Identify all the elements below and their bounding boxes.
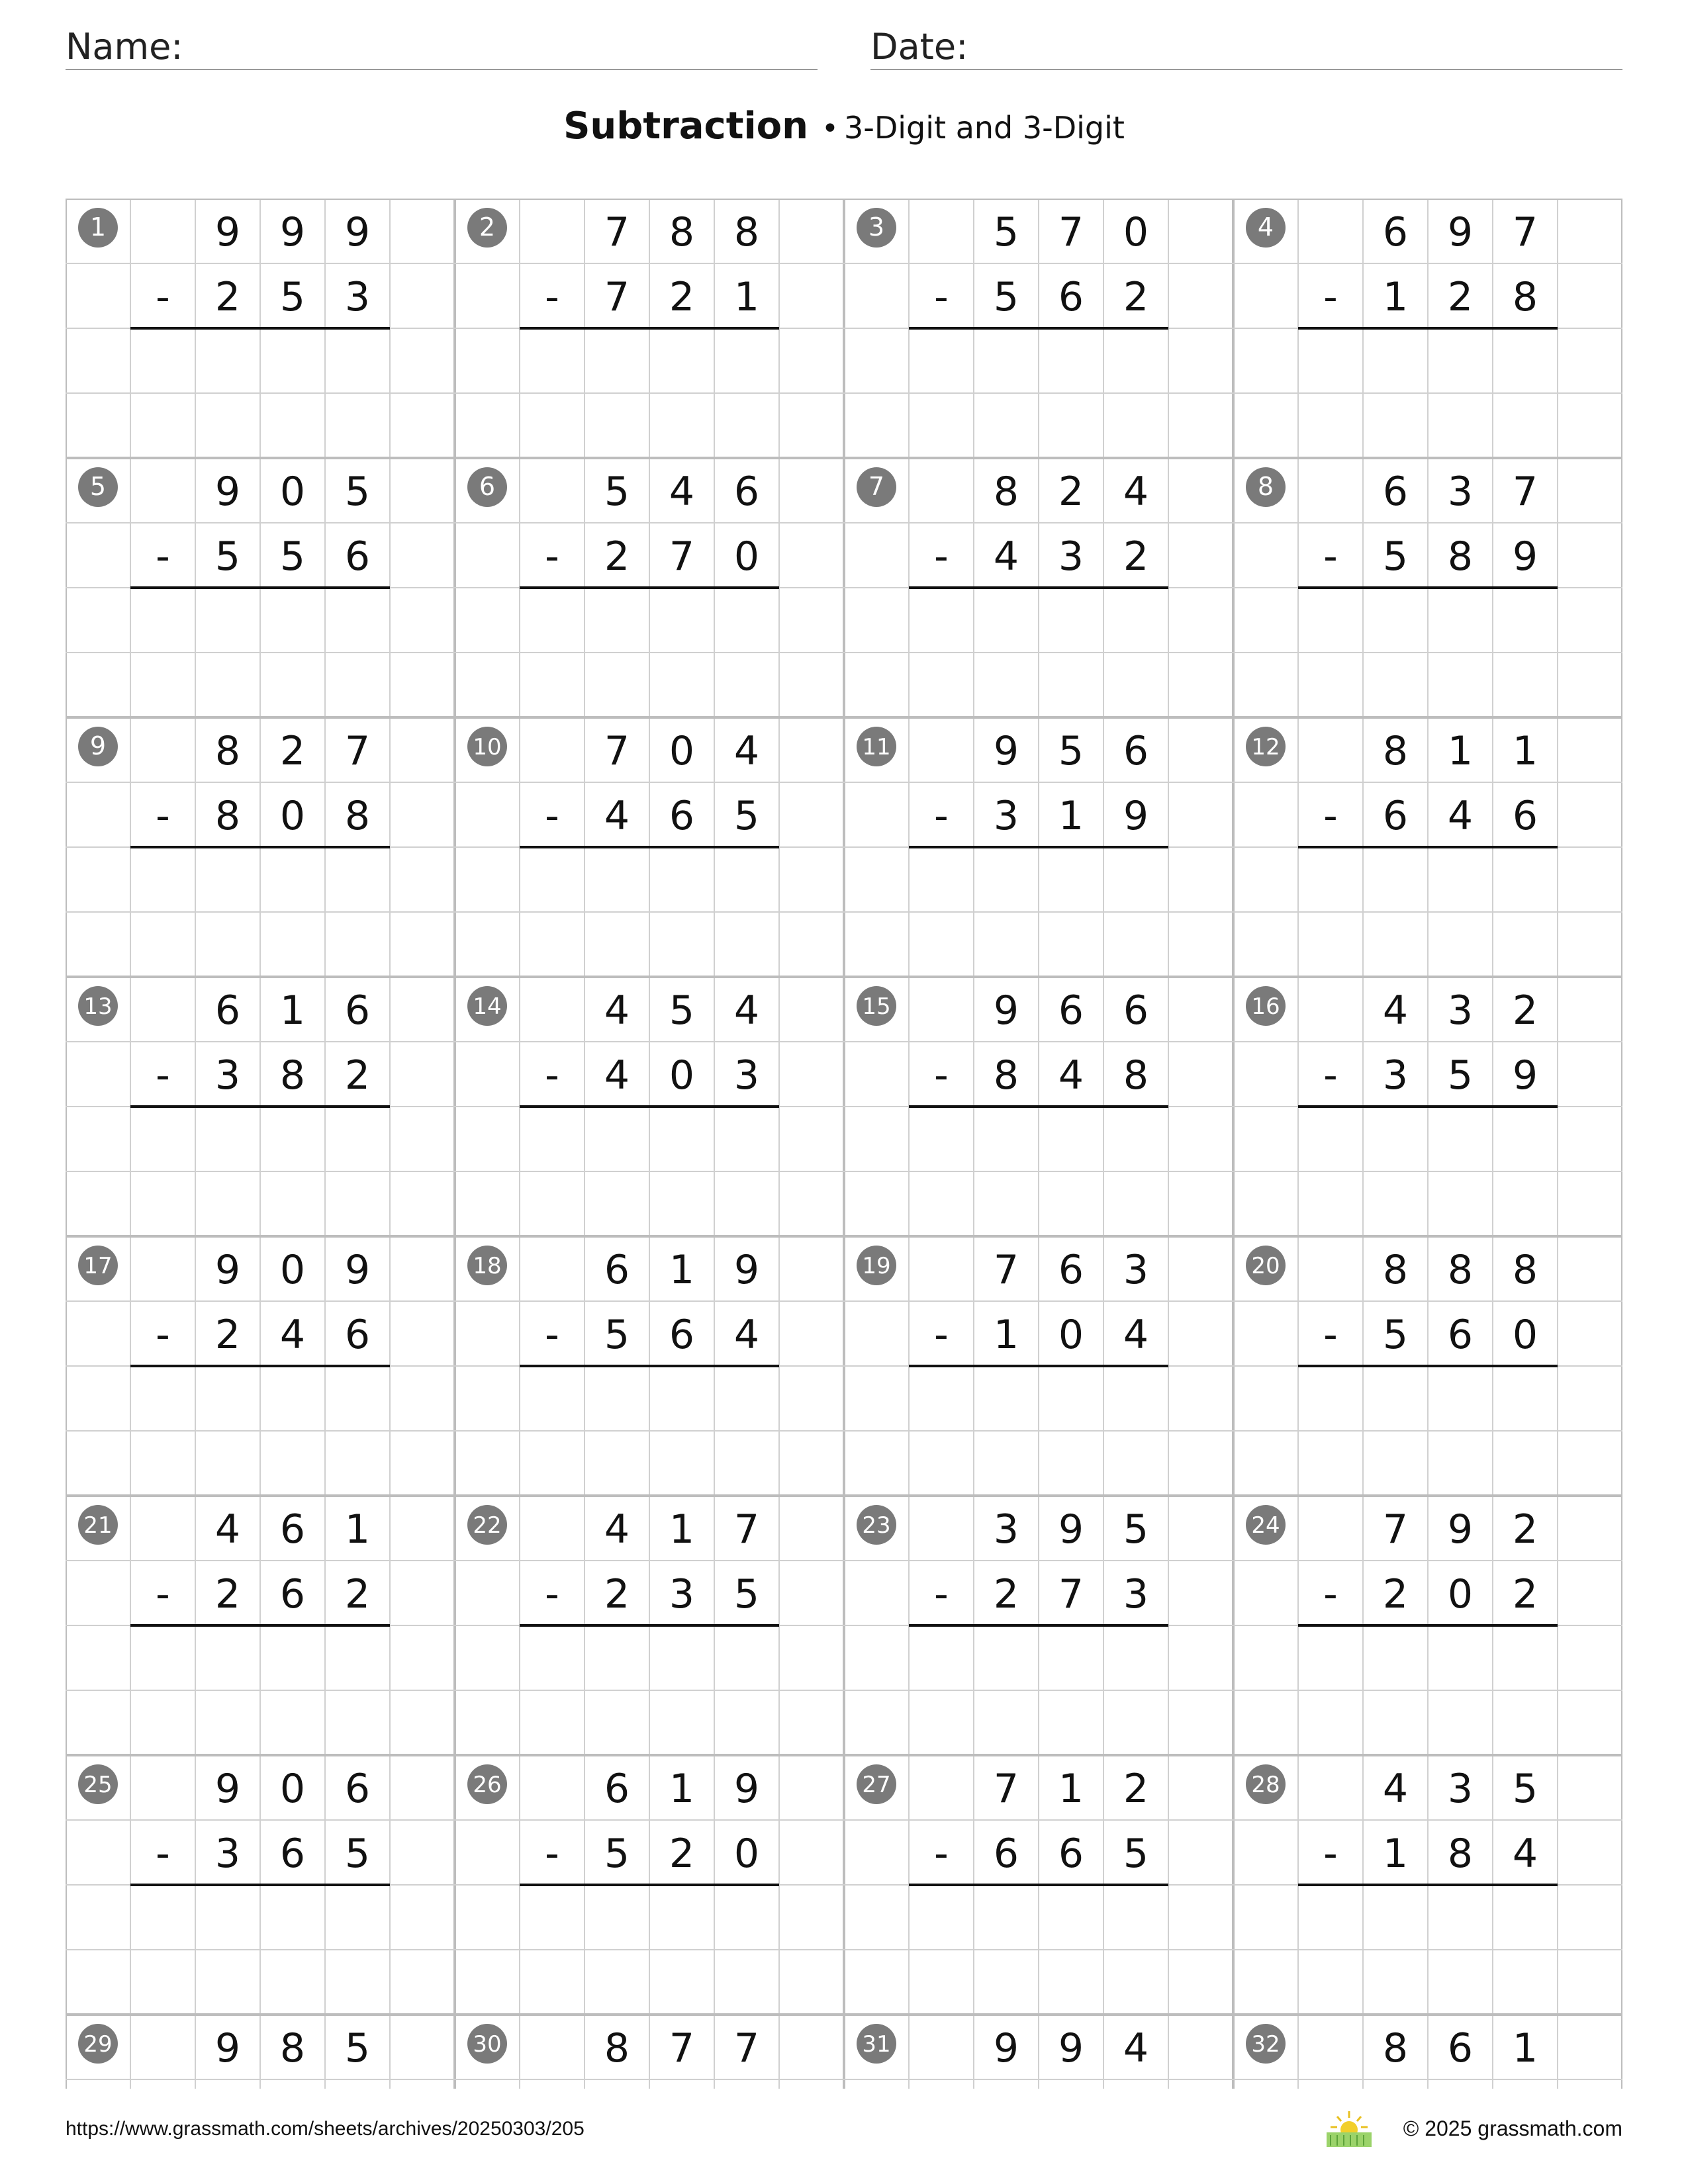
top-digit: 3 (1447, 469, 1474, 515)
bottom-digit: 4 (1058, 1052, 1084, 1099)
top-digit: 9 (993, 2025, 1019, 2071)
problem (467, 986, 779, 1107)
bottom-digit: 9 (1123, 793, 1149, 839)
top-digit: 0 (1123, 209, 1149, 255)
problem-number: 14 (473, 993, 502, 1020)
top-digit: 6 (279, 1506, 306, 1553)
bottom-digit: 0 (279, 793, 306, 839)
bottom-digit: 2 (1447, 274, 1474, 320)
problem-number: 4 (1257, 212, 1274, 242)
top-digit: 6 (1058, 987, 1084, 1034)
problem (857, 986, 1168, 1107)
bottom-digit: 4 (993, 533, 1019, 580)
problem-number: 27 (862, 1772, 891, 1798)
bottom-digit: 0 (669, 1052, 695, 1099)
top-digit: 7 (993, 1247, 1019, 1293)
minus-sign: - (1323, 533, 1338, 580)
top-digit: 9 (733, 1766, 760, 1812)
bottom-digit: 7 (669, 533, 695, 580)
minus-sign: - (156, 1052, 170, 1099)
problem-number: 30 (473, 2031, 502, 2058)
problem-number: 24 (1251, 1512, 1280, 1539)
bottom-digit: 9 (1512, 1052, 1538, 1099)
top-digit: 2 (279, 728, 306, 774)
bottom-digit: 6 (1512, 793, 1538, 839)
bottom-digit: 1 (733, 274, 760, 320)
minus-sign: - (545, 793, 559, 839)
bottom-digit: 2 (344, 1052, 371, 1099)
top-digit: 2 (1058, 469, 1084, 515)
minus-sign: - (1323, 274, 1338, 320)
title-separator: • (821, 112, 839, 146)
problem-number: 3 (868, 212, 885, 242)
top-digit: 9 (214, 2025, 241, 2071)
top-digit: 7 (1512, 469, 1538, 515)
problem (1246, 1764, 1558, 1885)
bottom-digit: 0 (1058, 1312, 1084, 1358)
problem-number: 29 (83, 2031, 113, 2058)
top-digit: 9 (214, 1247, 241, 1293)
bottom-digit: 9 (1512, 533, 1538, 580)
top-digit: 9 (1058, 2025, 1084, 2071)
minus-sign: - (156, 533, 170, 580)
problem-number: 15 (862, 993, 891, 1020)
bottom-digit: 6 (669, 793, 695, 839)
bottom-digit: 3 (214, 1052, 241, 1099)
bottom-digit: 5 (993, 274, 1019, 320)
problem-number: 26 (473, 1772, 502, 1798)
top-digit: 4 (1123, 2025, 1149, 2071)
top-digit: 7 (733, 1506, 760, 1553)
top-digit: 7 (1058, 209, 1084, 255)
bottom-digit: 1 (1382, 274, 1409, 320)
top-digit: 0 (279, 1766, 306, 1812)
problem-number: 23 (862, 1512, 891, 1539)
top-digit: 8 (733, 209, 760, 255)
title-subtitle: 3-Digit and 3-Digit (843, 110, 1125, 146)
bottom-digit: 4 (1123, 1312, 1149, 1358)
bottom-digit: 6 (669, 1312, 695, 1358)
top-digit: 5 (669, 987, 695, 1034)
bottom-digit: 4 (733, 1312, 760, 1358)
problem (857, 727, 1168, 847)
minus-sign: - (934, 1831, 949, 1877)
top-digit: 8 (1382, 2025, 1409, 2071)
problem-number: 13 (83, 993, 113, 1020)
problem-number: 12 (1251, 734, 1280, 760)
bottom-digit: 7 (1058, 1571, 1084, 1617)
top-digit: 7 (669, 2025, 695, 2071)
top-digit: 9 (344, 1247, 371, 1293)
bottom-digit: 6 (344, 1312, 371, 1358)
bottom-digit: 7 (604, 274, 630, 320)
top-digit: 7 (344, 728, 371, 774)
bottom-digit: 2 (669, 274, 695, 320)
date-field[interactable] (870, 25, 1622, 70)
bottom-digit: 5 (214, 533, 241, 580)
bottom-digit: 8 (1123, 1052, 1149, 1099)
title-main: Subtraction (563, 105, 809, 148)
bottom-digit: 2 (993, 1571, 1019, 1617)
problem (1246, 208, 1558, 328)
problem-number: 1 (89, 212, 107, 242)
top-digit: 5 (344, 2025, 371, 2071)
top-digit: 5 (604, 469, 630, 515)
problem (467, 1246, 779, 1366)
worksheet-title (0, 105, 1688, 148)
problem-number: 16 (1251, 993, 1280, 1020)
minus-sign: - (1323, 793, 1338, 839)
top-digit: 9 (733, 1247, 760, 1293)
top-digit: 5 (1123, 1506, 1149, 1553)
problem (78, 1764, 390, 1885)
top-digit: 6 (344, 987, 371, 1034)
bottom-digit: 8 (214, 793, 241, 839)
bottom-digit: 6 (993, 1831, 1019, 1877)
top-digit: 9 (344, 209, 371, 255)
bottom-digit: 2 (214, 1571, 241, 1617)
bottom-digit: 1 (1058, 793, 1084, 839)
top-digit: 2 (1512, 987, 1538, 1034)
top-digit: 2 (1512, 1506, 1538, 1553)
top-digit: 6 (1382, 209, 1409, 255)
problem (78, 727, 390, 847)
minus-sign: - (934, 1052, 949, 1099)
bottom-digit: 0 (733, 533, 760, 580)
top-digit: 9 (1447, 1506, 1474, 1553)
problem-number: 9 (89, 731, 107, 760)
top-digit: 9 (1058, 1506, 1084, 1553)
bottom-digit: 5 (279, 274, 306, 320)
minus-sign: - (1323, 1312, 1338, 1358)
top-digit: 5 (1512, 1766, 1538, 1812)
problem (467, 1505, 779, 1625)
problem (467, 1764, 779, 1885)
top-digit: 4 (1382, 987, 1409, 1034)
bottom-digit: 5 (1123, 1831, 1149, 1877)
date-label: Date: (870, 26, 968, 68)
minus-sign: - (934, 1571, 949, 1617)
bottom-digit: 5 (1382, 1312, 1409, 1358)
minus-sign: - (545, 533, 559, 580)
bottom-digit: 0 (1512, 1312, 1538, 1358)
minus-sign: - (545, 274, 559, 320)
top-digit: 3 (993, 1506, 1019, 1553)
bottom-digit: 2 (604, 1571, 630, 1617)
top-digit: 4 (733, 728, 760, 774)
top-digit: 1 (1447, 728, 1474, 774)
problem (467, 727, 779, 847)
problem-number: 11 (862, 734, 891, 760)
top-digit: 5 (993, 209, 1019, 255)
top-digit: 0 (279, 1247, 306, 1293)
bottom-digit: 3 (1058, 533, 1084, 580)
bottom-digit: 3 (733, 1052, 760, 1099)
minus-sign: - (545, 1571, 559, 1617)
top-digit: 8 (1382, 1247, 1409, 1293)
top-digit: 4 (669, 469, 695, 515)
problem (78, 467, 390, 588)
problem (1246, 467, 1558, 588)
bottom-digit: 4 (604, 1052, 630, 1099)
bottom-digit: 8 (1512, 274, 1538, 320)
minus-sign: - (156, 1571, 170, 1617)
top-digit: 6 (1123, 728, 1149, 774)
top-digit: 8 (1382, 728, 1409, 774)
bottom-digit: 2 (669, 1831, 695, 1877)
problem-number: 10 (473, 734, 502, 760)
bottom-digit: 2 (214, 274, 241, 320)
top-digit: 4 (733, 987, 760, 1034)
problem (857, 208, 1168, 328)
bottom-digit: 8 (993, 1052, 1019, 1099)
top-digit: 1 (1512, 728, 1538, 774)
problem (78, 1505, 390, 1625)
top-digit: 1 (1512, 2025, 1538, 2071)
top-digit: 8 (1512, 1247, 1538, 1293)
bottom-digit: 2 (1382, 1571, 1409, 1617)
top-digit: 8 (214, 728, 241, 774)
footer-url: https://www.grassmath.com/sheets/archives/20250303/205 (66, 2118, 585, 2140)
problem-number: 31 (862, 2031, 891, 2058)
bottom-digit: 2 (1123, 533, 1149, 580)
bottom-digit: 5 (1447, 1052, 1474, 1099)
top-digit: 5 (344, 469, 371, 515)
top-digit: 2 (1123, 1766, 1149, 1812)
top-digit: 9 (214, 469, 241, 515)
top-digit: 8 (604, 2025, 630, 2071)
bottom-digit: 5 (604, 1312, 630, 1358)
bottom-digit: 2 (214, 1312, 241, 1358)
top-digit: 1 (1058, 1766, 1084, 1812)
bottom-digit: 5 (733, 793, 760, 839)
bottom-digit: 6 (1058, 274, 1084, 320)
bottom-digit: 5 (733, 1571, 760, 1617)
top-digit: 1 (344, 1506, 371, 1553)
bottom-digit: 1 (993, 1312, 1019, 1358)
problem-number: 32 (1251, 2031, 1280, 2058)
minus-sign: - (1323, 1831, 1338, 1877)
minus-sign: - (545, 1831, 559, 1877)
bottom-digit: 6 (279, 1831, 306, 1877)
bottom-digit: 4 (1512, 1831, 1538, 1877)
top-digit: 6 (733, 469, 760, 515)
top-digit: 8 (669, 209, 695, 255)
top-digit: 6 (604, 1766, 630, 1812)
problem (467, 208, 779, 328)
top-digit: 9 (993, 728, 1019, 774)
problem-number: 25 (83, 1772, 113, 1798)
top-digit: 6 (344, 1766, 371, 1812)
top-digit: 4 (1382, 1766, 1409, 1812)
bottom-digit: 3 (344, 274, 371, 320)
minus-sign: - (156, 274, 170, 320)
problem-number: 19 (862, 1253, 891, 1279)
top-digit: 8 (279, 2025, 306, 2071)
bottom-digit: 5 (279, 533, 306, 580)
problem-number: 7 (868, 472, 885, 501)
top-digit: 7 (993, 1766, 1019, 1812)
problem (78, 1246, 390, 1366)
problem (857, 1764, 1168, 1885)
top-digit: 1 (279, 987, 306, 1034)
top-digit: 3 (1447, 987, 1474, 1034)
problem-number: 17 (83, 1253, 113, 1279)
bottom-digit: 6 (1447, 1312, 1474, 1358)
problem (467, 467, 779, 588)
top-digit: 9 (1447, 209, 1474, 255)
bottom-digit: 6 (1058, 1831, 1084, 1877)
sun-over-grass-logo-icon (1323, 2109, 1376, 2148)
top-digit: 8 (993, 469, 1019, 515)
bottom-digit: 3 (214, 1831, 241, 1877)
minus-sign: - (545, 1052, 559, 1099)
top-digit: 3 (1123, 1247, 1149, 1293)
minus-sign: - (934, 533, 949, 580)
minus-sign: - (934, 274, 949, 320)
bottom-digit: 4 (1447, 793, 1474, 839)
name-label: Name: (66, 26, 183, 68)
top-digit: 7 (733, 2025, 760, 2071)
bottom-digit: 2 (344, 1571, 371, 1617)
top-digit: 6 (1382, 469, 1409, 515)
bottom-digit: 4 (279, 1312, 306, 1358)
top-digit: 5 (1058, 728, 1084, 774)
top-digit: 3 (1447, 1766, 1474, 1812)
bottom-digit: 5 (1382, 533, 1409, 580)
minus-sign: - (934, 793, 949, 839)
minus-sign: - (934, 1312, 949, 1358)
bottom-digit: 3 (1382, 1052, 1409, 1099)
top-digit: 6 (214, 987, 241, 1034)
top-digit: 9 (214, 1766, 241, 1812)
top-digit: 7 (604, 728, 630, 774)
problem (1246, 1246, 1558, 1366)
bottom-digit: 6 (279, 1571, 306, 1617)
minus-sign: - (156, 1312, 170, 1358)
bottom-digit: 3 (669, 1571, 695, 1617)
bottom-digit: 5 (344, 1831, 371, 1877)
minus-sign: - (1323, 1571, 1338, 1617)
top-digit: 7 (1512, 209, 1538, 255)
bottom-digit: 6 (344, 533, 371, 580)
top-digit: 7 (604, 209, 630, 255)
top-digit: 4 (604, 987, 630, 1034)
minus-sign: - (1323, 1052, 1338, 1099)
top-digit: 0 (279, 469, 306, 515)
top-digit: 8 (1447, 1247, 1474, 1293)
bottom-digit: 8 (279, 1052, 306, 1099)
problem-number: 22 (473, 1512, 502, 1539)
problem-grid (66, 199, 1622, 2089)
problem-number: 18 (473, 1253, 502, 1279)
problem-number: 6 (479, 472, 496, 501)
top-digit: 9 (214, 209, 241, 255)
bottom-digit: 5 (604, 1831, 630, 1877)
top-digit: 1 (669, 1247, 695, 1293)
bottom-digit: 0 (1447, 1571, 1474, 1617)
bottom-digit: 3 (993, 793, 1019, 839)
bottom-digit: 8 (1447, 533, 1474, 580)
minus-sign: - (156, 1831, 170, 1877)
minus-sign: - (156, 793, 170, 839)
problem (857, 467, 1168, 588)
problem (857, 1505, 1168, 1625)
bottom-digit: 0 (733, 1831, 760, 1877)
top-digit: 9 (279, 209, 306, 255)
top-digit: 7 (1382, 1506, 1409, 1553)
top-digit: 1 (669, 1766, 695, 1812)
problem-number: 8 (1257, 472, 1274, 501)
problem-number: 28 (1251, 1772, 1280, 1798)
problem (78, 986, 390, 1107)
problem (78, 208, 390, 328)
bottom-digit: 4 (604, 793, 630, 839)
footer-copyright: © 2025 grassmath.com (1403, 2116, 1622, 2140)
problem-number: 2 (479, 212, 496, 242)
problem (857, 1246, 1168, 1366)
name-field[interactable] (66, 25, 818, 70)
top-digit: 0 (669, 728, 695, 774)
problem-number: 21 (83, 1512, 113, 1539)
top-digit: 6 (1123, 987, 1149, 1034)
top-digit: 9 (993, 987, 1019, 1034)
top-digit: 4 (604, 1506, 630, 1553)
bottom-digit: 1 (1382, 1831, 1409, 1877)
top-digit: 4 (214, 1506, 241, 1553)
bottom-digit: 8 (1447, 1831, 1474, 1877)
top-digit: 4 (1123, 469, 1149, 515)
problem (1246, 1505, 1558, 1625)
top-digit: 6 (1058, 1247, 1084, 1293)
top-digit: 6 (604, 1247, 630, 1293)
problem-number: 20 (1251, 1253, 1280, 1279)
bottom-digit: 2 (604, 533, 630, 580)
top-digit: 1 (669, 1506, 695, 1553)
problem (1246, 986, 1558, 1107)
bottom-digit: 2 (1512, 1571, 1538, 1617)
bottom-digit: 3 (1123, 1571, 1149, 1617)
bottom-digit: 8 (344, 793, 371, 839)
top-digit: 6 (1447, 2025, 1474, 2071)
minus-sign: - (545, 1312, 559, 1358)
bottom-digit: 2 (1123, 274, 1149, 320)
bottom-digit: 6 (1382, 793, 1409, 839)
problem-number: 5 (89, 472, 107, 501)
problem (1246, 727, 1558, 847)
